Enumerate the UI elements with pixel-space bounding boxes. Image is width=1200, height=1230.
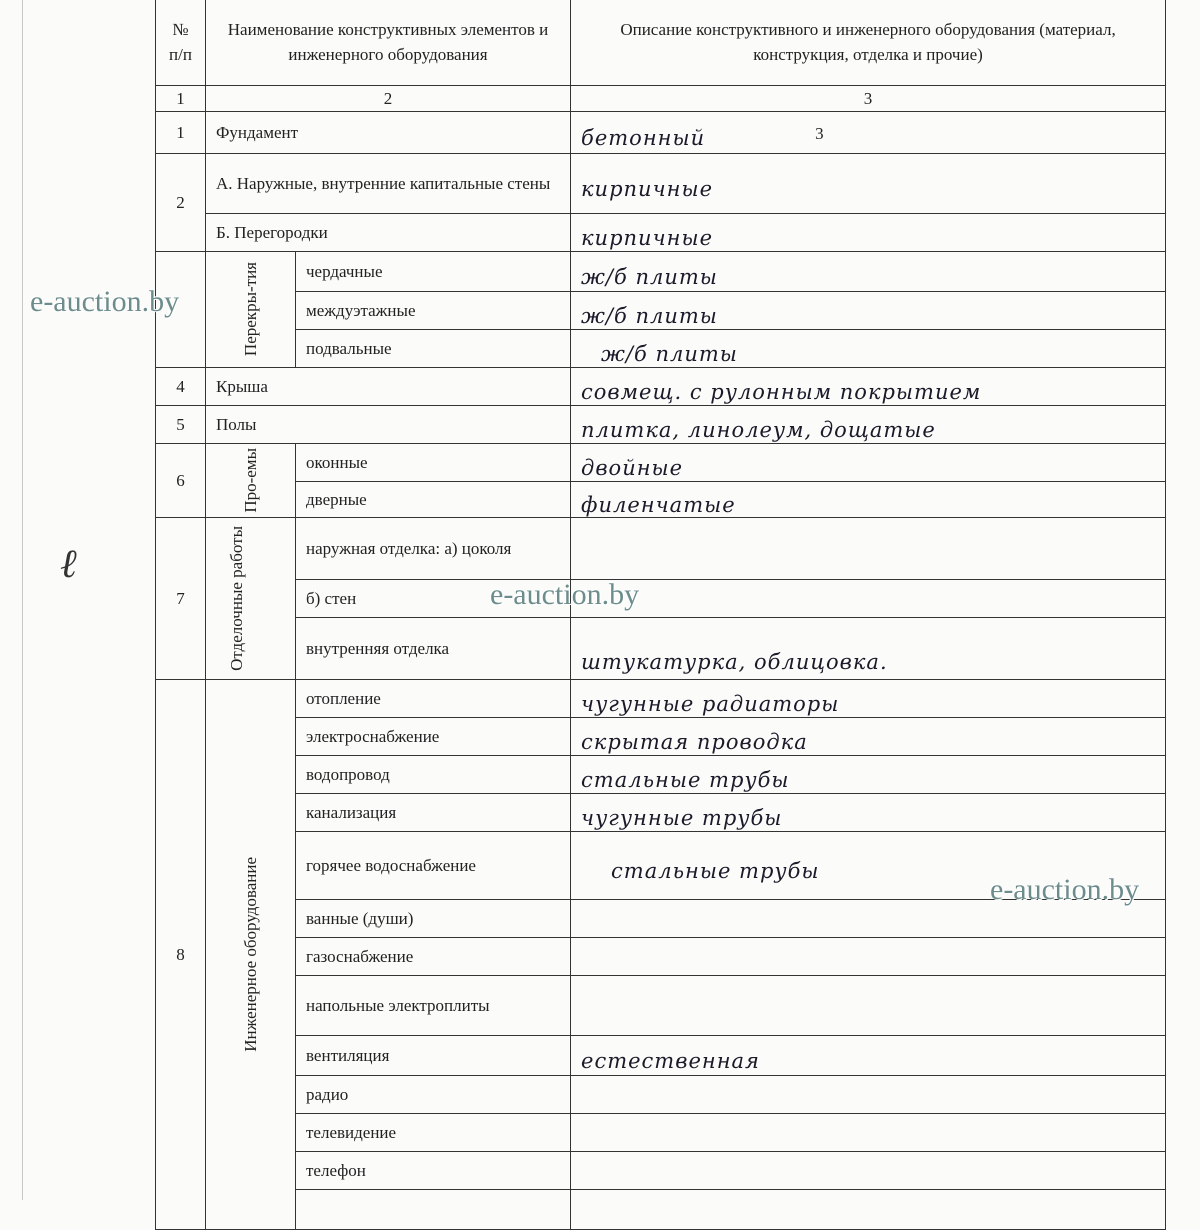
index-1: 1 — [156, 86, 206, 112]
row-number: 6 — [156, 444, 206, 518]
element-value — [571, 112, 1166, 154]
row-number: 7 — [156, 518, 206, 680]
handwritten-value: кирпичные — [581, 225, 714, 250]
row-number: 2 — [156, 154, 206, 252]
element-value — [571, 214, 1166, 252]
element-name: электроснабжение — [296, 718, 571, 756]
handwritten-value: ж/б плиты — [601, 341, 738, 366]
handwritten-value: скрытая проводка — [581, 729, 808, 754]
element-value — [571, 406, 1166, 444]
element-name: отопление — [296, 680, 571, 718]
element-name: горячее водоснабжение — [296, 832, 571, 900]
element-name: ванные (души) — [296, 900, 571, 938]
header-name: Наименование конструктивных элементов и инженерного оборудования — [206, 0, 571, 86]
element-name: оконные — [296, 444, 571, 482]
element-name: А. Наружные, внутренние капитальные стены — [206, 154, 571, 214]
table-row — [156, 794, 1166, 832]
element-name: наружная отделка: а) цоколя — [296, 518, 571, 580]
element-value — [571, 482, 1166, 518]
watermark: e-auction.by — [990, 873, 1140, 906]
element-value — [571, 1190, 1166, 1230]
element-name: Б. Перегородки — [206, 214, 571, 252]
element-name: б) стен — [296, 580, 571, 618]
row-number: 5 — [156, 406, 206, 444]
table-row — [156, 756, 1166, 794]
element-name: Крыша — [206, 368, 571, 406]
table-row — [156, 214, 1166, 252]
handwritten-value: двойные — [581, 455, 684, 480]
table-row — [156, 580, 1166, 618]
handwritten-value: филенчатые — [581, 492, 736, 517]
handwritten-value: плитка, линолеум, дощатые — [581, 417, 936, 442]
handwritten-value: стальные трубы — [581, 767, 790, 792]
table-row — [156, 976, 1166, 1036]
element-name: подвальные — [296, 330, 571, 368]
table-row — [156, 1114, 1166, 1152]
element-value — [571, 444, 1166, 482]
table-row — [156, 482, 1166, 518]
index-2: 2 — [206, 86, 571, 112]
element-name: вентиляция — [296, 1036, 571, 1076]
group-label: Отделочные работы — [226, 526, 246, 671]
index-row — [156, 86, 1166, 112]
element-value — [571, 580, 1166, 618]
element-name: внутренняя отделка — [296, 618, 571, 680]
header-num: № п/п — [156, 0, 206, 86]
handwritten-value: стальные трубы — [611, 858, 820, 883]
element-value — [571, 292, 1166, 330]
group-label-cell — [206, 252, 296, 368]
table-row — [156, 1036, 1166, 1076]
table-row — [156, 252, 1166, 292]
element-name: радио — [296, 1076, 571, 1114]
group-label: Инженерное оборудование — [240, 857, 260, 1052]
group-label-cell — [206, 518, 296, 680]
table-row — [156, 154, 1166, 214]
element-value — [571, 938, 1166, 976]
element-value — [571, 1076, 1166, 1114]
element-name: телевидение — [296, 1114, 571, 1152]
element-value — [571, 680, 1166, 718]
margin-handwritten-mark: ℓ — [60, 541, 77, 587]
element-value — [571, 618, 1166, 680]
row-number: 4 — [156, 368, 206, 406]
element-value — [571, 976, 1166, 1036]
handwritten-value: кирпичные — [581, 176, 714, 201]
page-edge — [22, 0, 23, 1200]
table-row — [156, 1152, 1166, 1190]
element-name: Фундамент — [206, 112, 571, 154]
group-label-cell — [206, 444, 296, 518]
element-value — [571, 794, 1166, 832]
table-row — [156, 680, 1166, 718]
row-number: 1 — [156, 112, 206, 154]
handwritten-value: совмещ. с рулонным покрытием — [581, 379, 982, 404]
element-value — [571, 368, 1166, 406]
table-row — [156, 1190, 1166, 1230]
element-name: Полы — [206, 406, 571, 444]
element-name: газоснабжение — [296, 938, 571, 976]
watermark: e-auction.by — [490, 578, 640, 611]
header-description: Описание конструктивного и инженерного оборудования (материал, конструкция, отделка и прочие) — [571, 0, 1166, 86]
element-value — [571, 330, 1166, 368]
element-value — [571, 154, 1166, 214]
header-row — [156, 0, 1166, 86]
table-row — [156, 938, 1166, 976]
table-row — [156, 444, 1166, 482]
table-row — [156, 1076, 1166, 1114]
table-row — [156, 718, 1166, 756]
handwritten-value: ж/б плиты — [581, 264, 718, 289]
element-value — [571, 718, 1166, 756]
element-value — [571, 1152, 1166, 1190]
handwritten-value: бетонный — [581, 125, 706, 150]
group-label: Про-емы — [240, 448, 260, 513]
table-row — [156, 406, 1166, 444]
handwritten-value: чугунные радиаторы — [581, 691, 840, 716]
element-value — [571, 1114, 1166, 1152]
element-value — [571, 252, 1166, 292]
table-row — [156, 518, 1166, 580]
element-name: водопровод — [296, 756, 571, 794]
element-value — [571, 1036, 1166, 1076]
handwritten-value: штукатурка, облицовка. — [581, 649, 888, 674]
group-label: Перекры-тия — [240, 262, 260, 357]
handwritten-value: ж/б плиты — [581, 303, 718, 328]
element-name — [296, 1190, 571, 1230]
table-row — [156, 112, 1166, 154]
index-3: 3 — [571, 86, 1166, 112]
column-index-stamp: 3 — [815, 123, 824, 143]
handwritten-value: естественная — [581, 1048, 760, 1073]
element-name: дверные — [296, 482, 571, 518]
element-name: напольные электроплиты — [296, 976, 571, 1036]
handwritten-value: чугунные трубы — [581, 805, 783, 830]
element-value — [571, 518, 1166, 580]
element-name: телефон — [296, 1152, 571, 1190]
element-name: междуэтажные — [296, 292, 571, 330]
group-label-cell — [206, 680, 296, 1230]
table-row — [156, 368, 1166, 406]
table-row — [156, 330, 1166, 368]
element-value — [571, 756, 1166, 794]
element-name: чердачные — [296, 252, 571, 292]
row-number: 8 — [156, 680, 206, 1230]
construction-elements-table — [155, 0, 1166, 1230]
watermark: e-auction.by — [30, 285, 180, 318]
table-row — [156, 618, 1166, 680]
element-name: канализация — [296, 794, 571, 832]
table-row — [156, 292, 1166, 330]
